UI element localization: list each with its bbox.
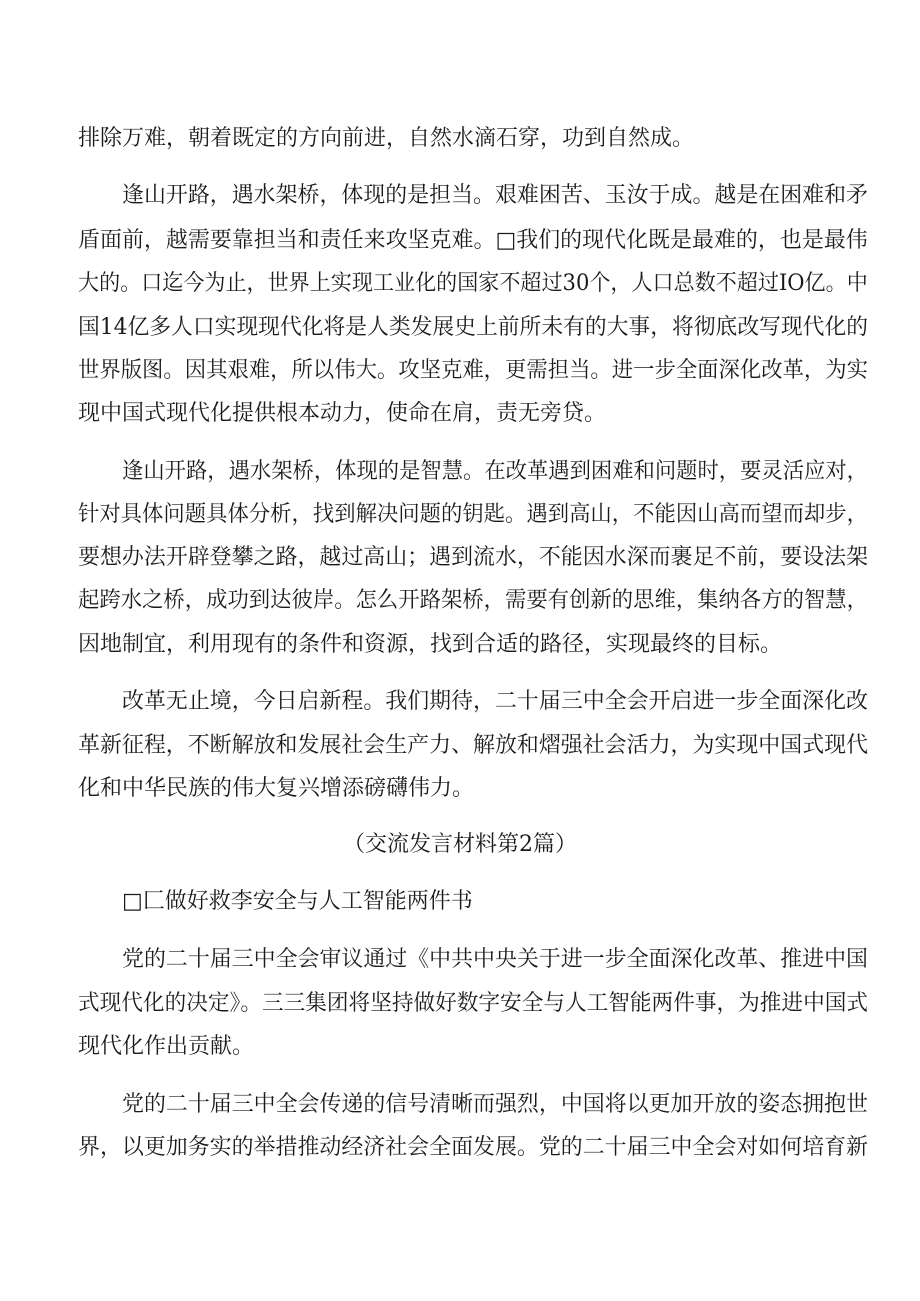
paragraph-line: 因地制宜，利用现有的条件和资源，找到合适的路径，实现最终的目标。 <box>78 632 783 657</box>
paragraph-line: 党的二十届三中全会传递的信号清晰而强烈，中国将以更加开放的姿态拥抱世 <box>122 1092 868 1117</box>
section-subtitle: □匚做好救李安全与人工智能两件书 <box>122 889 473 914</box>
paragraph-line: 党的二十届三中全会审议通过《中共中央关于进一步全面深化改革、推进中国 <box>122 947 868 972</box>
paragraph-line: 现代化作出贡献。 <box>78 1034 255 1059</box>
paragraph-line: 排除万难，朝着既定的方向前进，自然水滴石穿，功到自然成。 <box>78 126 695 151</box>
paragraph-line: 世界版图。因其艰难，所以伟大。攻坚克难，更需担当。进一步全面深化改革，为实 <box>78 358 869 383</box>
paragraph-line: 改革无止境，今日启新程。我们期待，二十届三中全会开启进一步全面深化改 <box>122 689 868 714</box>
paragraph-line: 化和中华民族的伟大复兴增添磅礴伟力。 <box>78 776 475 801</box>
paragraph-line: 盾面前，越需要靠担当和责任来攻坚克难。□我们的现代化既是最难的，也是最伟 <box>78 228 868 253</box>
paragraph-line: 式现代化的决定》。三三集团将坚持做好数字安全与人工智能两件事，为推进中国式 <box>78 991 869 1016</box>
paragraph-line: 起跨水之桥，成功到达彼岸。怎么开路架桥，需要有创新的思维，集纳各方的智慧， <box>78 588 869 613</box>
paragraph-line: 逢山开路，遇水架桥，体现的是担当。艰难困苦、玉汝于成。越是在困难和矛 <box>122 183 868 208</box>
paragraph-line: 现中国式现代化提供根本动力，使命在肩，责无旁贷。 <box>78 401 607 426</box>
paragraph-line: 国14亿多人口实现现代化将是人类发展史上前所未有的大事，将彻底改写现代化的 <box>78 315 869 340</box>
paragraph-line: 逢山开路，遇水架桥，体现的是智慧。在改革遇到困难和问题时，要灵活应对， <box>122 459 868 484</box>
paragraph-line: 界，以更加务实的举措推动经济社会全面发展。党的二十届三中全会对如何培育新 <box>78 1135 869 1160</box>
paragraph-line: 革新征程，不断解放和发展社会生产力、解放和熠强社会活力，为实现中国式现代 <box>78 733 869 758</box>
paragraph-line: 要想办法开辟登攀之路，越过高山；遇到流水，不能因水深而裹足不前，要设法架 <box>78 545 869 570</box>
paragraph-line: 针对具体问题具体分析，找到解决问题的钥匙。遇到高山，不能因山高而望而却步， <box>78 502 869 527</box>
section-heading: （交流发言材料第2篇） <box>343 832 577 857</box>
paragraph-line: 大的。口迄今为止，世界上实现工业化的国家不超过30个，人口总数不超过IO亿。中 <box>78 271 868 296</box>
